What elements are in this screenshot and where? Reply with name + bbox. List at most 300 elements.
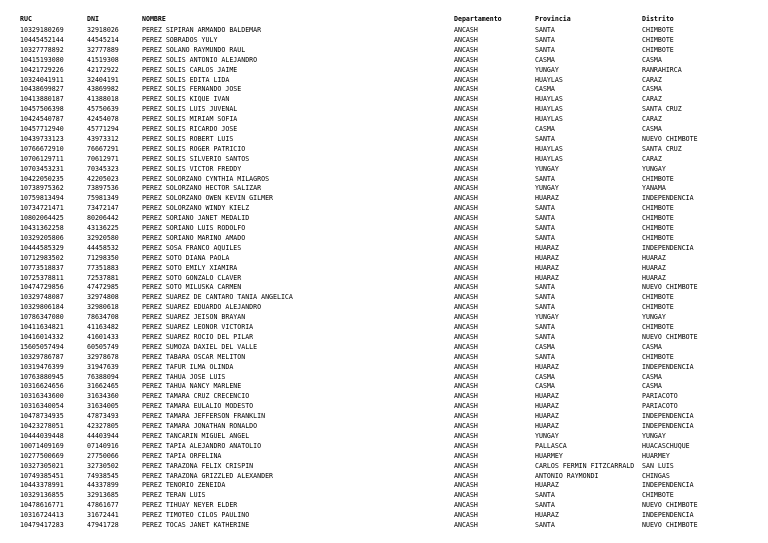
cell-provincia: PALLASCA: [535, 441, 567, 450]
cell-departamento: ANCASH: [454, 362, 478, 371]
cell-ruc: 10444039448: [20, 431, 64, 440]
cell-distrito: NUEVO CHIMBOTE: [642, 501, 698, 510]
cell-provincia: HUARAZ: [535, 402, 559, 411]
cell-distrito: INDEPENDENCIA: [642, 481, 694, 490]
table-row: [0, 520, 768, 530]
cell-provincia: HUARAZ: [535, 273, 559, 282]
cell-provincia: SANTA: [535, 352, 555, 361]
cell-distrito: CHIMBOTE: [642, 303, 674, 312]
cell-departamento: ANCASH: [454, 174, 478, 183]
cell-distrito: SAN LUIS: [642, 461, 674, 470]
table-row: [0, 372, 768, 382]
cell-departamento: ANCASH: [454, 431, 478, 440]
cell-dni: 70612971: [87, 154, 119, 163]
cell-nombre: PEREZ SORIANO MARINO AMADO: [142, 233, 246, 242]
cell-departamento: ANCASH: [454, 45, 478, 54]
cell-nombre: PEREZ TOCAS JANET KATHERINE: [142, 521, 250, 529]
cell-distrito: YUNGAY: [642, 313, 666, 322]
cell-provincia: YUNGAY: [535, 431, 559, 440]
cell-distrito: CHIMBOTE: [642, 352, 674, 361]
cell-nombre: PEREZ SUAREZ JEISON BRAYAN: [142, 313, 246, 322]
cell-provincia: SANTA: [535, 501, 555, 510]
cell-nombre: PEREZ SOLIS FERNANDO JOSE: [142, 85, 242, 94]
cell-ruc: 10316343600: [20, 392, 64, 401]
cell-departamento: ANCASH: [454, 154, 478, 163]
cell-nombre: PEREZ TAHUA NANCY MARLENE: [142, 382, 242, 391]
cell-nombre: PEREZ SOLIS LUIS JUVENAL: [142, 105, 238, 114]
cell-distrito: HUARAZ: [642, 253, 666, 262]
cell-ruc: 10277500669: [20, 451, 64, 460]
cell-nombre: PEREZ SOLIS ANTONIO ALEJANDRO: [142, 55, 258, 64]
cell-distrito: PARIACOTO: [642, 392, 678, 401]
cell-provincia: SANTA: [535, 134, 555, 143]
table-row: [0, 183, 768, 193]
cell-departamento: ANCASH: [454, 441, 478, 450]
cell-nombre: PEREZ SUMOZA DAXIEL DEL VALLE: [142, 342, 258, 351]
cell-dni: 47861677: [87, 501, 119, 510]
table-row: [0, 75, 768, 85]
cell-distrito: CASMA: [642, 85, 662, 94]
cell-provincia: CASMA: [535, 372, 555, 381]
cell-provincia: ANTONIO RAYMONDI: [535, 471, 599, 480]
cell-provincia: SANTA: [535, 521, 555, 529]
cell-dni: 31634360: [87, 392, 119, 401]
cell-ruc: 10416014332: [20, 332, 64, 341]
cell-dni: 72537881: [87, 273, 119, 282]
cell-dni: 45750639: [87, 105, 119, 114]
cell-ruc: 10786347080: [20, 313, 64, 322]
table-row: [0, 510, 768, 520]
cell-dni: 44403944: [87, 431, 119, 440]
cell-dni: 71298350: [87, 253, 119, 262]
cell-dni: 73472147: [87, 204, 119, 213]
cell-dni: 44458532: [87, 243, 119, 252]
cell-nombre: PEREZ SIPIRAN ARMANDO BALDEMAR: [142, 26, 262, 34]
cell-provincia: HUAYLAS: [535, 75, 563, 84]
table-row: [0, 292, 768, 302]
cell-nombre: PEREZ SOLORZANO WINDY KIELZ: [142, 204, 250, 213]
cell-distrito: SANTA CRUZ: [642, 105, 682, 114]
cell-provincia: HUARAZ: [535, 392, 559, 401]
cell-ruc: 10421729226: [20, 65, 64, 74]
cell-departamento: ANCASH: [454, 55, 478, 64]
cell-dni: 41601433: [87, 332, 119, 341]
table-row: [0, 233, 768, 243]
cell-dni: 43973312: [87, 134, 119, 143]
cell-ruc: 10734721471: [20, 204, 64, 213]
table-row: [0, 431, 768, 441]
cell-nombre: PEREZ SOLIS MIRIAM SOFIA: [142, 115, 238, 124]
header-departamento: Departamento: [454, 15, 502, 23]
cell-ruc: 15605057494: [20, 342, 64, 351]
cell-distrito: HUARAZ: [642, 273, 666, 282]
cell-dni: 76667291: [87, 144, 119, 153]
cell-distrito: CARAZ: [642, 115, 662, 124]
cell-ruc: 10422050235: [20, 174, 64, 183]
table-row: [0, 203, 768, 213]
cell-departamento: ANCASH: [454, 521, 478, 529]
cell-departamento: ANCASH: [454, 224, 478, 232]
cell-dni: 44337899: [87, 481, 119, 490]
cell-distrito: CARAZ: [642, 95, 662, 104]
cell-provincia: YUNGAY: [535, 65, 559, 74]
cell-distrito: INDEPENDENCIA: [642, 412, 694, 421]
cell-ruc: 10316340054: [20, 402, 64, 411]
cell-departamento: ANCASH: [454, 214, 478, 223]
cell-departamento: ANCASH: [454, 95, 478, 104]
cell-ruc: 10327305021: [20, 461, 64, 470]
cell-provincia: SANTA: [535, 45, 555, 54]
cell-nombre: PEREZ SOLIS EDITA LIDA: [142, 75, 230, 84]
cell-ruc: 10319476399: [20, 362, 64, 371]
cell-nombre: PEREZ TANCARIN MIGUEL ANGEL: [142, 431, 250, 440]
cell-nombre: PEREZ SOLIS ROGER PATRICIO: [142, 144, 246, 153]
cell-ruc: 10766672910: [20, 144, 64, 153]
table-row: [0, 302, 768, 312]
cell-provincia: SANTA: [535, 35, 555, 44]
cell-distrito: CHIMBOTE: [642, 214, 674, 223]
cell-distrito: CARAZ: [642, 75, 662, 84]
cell-nombre: PEREZ SOSA FRANCO AQUILES: [142, 243, 242, 252]
cell-provincia: SANTA: [535, 224, 555, 232]
header-dni: DNI: [87, 15, 99, 23]
cell-ruc: 10706129711: [20, 154, 64, 163]
cell-departamento: ANCASH: [454, 243, 478, 252]
cell-distrito: INDEPENDENCIA: [642, 243, 694, 252]
cell-distrito: YANAMA: [642, 184, 666, 193]
cell-provincia: HUARMEY: [535, 451, 563, 460]
table-row: [0, 282, 768, 292]
cell-distrito: YUNGAY: [642, 431, 666, 440]
cell-departamento: ANCASH: [454, 204, 478, 213]
cell-ruc: 10443378991: [20, 481, 64, 490]
cell-ruc: 10071409169: [20, 441, 64, 450]
cell-ruc: 10415193080: [20, 55, 64, 64]
cell-nombre: PEREZ SOTO EMILY XIAMIRA: [142, 263, 238, 272]
table-row: [0, 480, 768, 490]
table-row: [0, 84, 768, 94]
table-row: [0, 213, 768, 223]
cell-distrito: CHIMBOTE: [642, 174, 674, 183]
cell-ruc: 10444585329: [20, 243, 64, 252]
cell-provincia: HUAYLAS: [535, 115, 563, 124]
cell-departamento: ANCASH: [454, 511, 478, 520]
table-row: [0, 391, 768, 401]
cell-nombre: PEREZ SOTO DIANA PAOLA: [142, 253, 230, 262]
cell-distrito: NUEVO CHIMBOTE: [642, 134, 698, 143]
cell-departamento: ANCASH: [454, 481, 478, 490]
cell-provincia: CASMA: [535, 382, 555, 391]
cell-departamento: ANCASH: [454, 115, 478, 124]
cell-distrito: NUEVO CHIMBOTE: [642, 332, 698, 341]
cell-departamento: ANCASH: [454, 65, 478, 74]
cell-dni: 32777889: [87, 45, 119, 54]
cell-distrito: CHIMBOTE: [642, 224, 674, 232]
cell-ruc: 10329180269: [20, 26, 64, 34]
cell-ruc: 10438699827: [20, 85, 64, 94]
cell-nombre: PEREZ SOLORZANO HECTOR SALIZAR: [142, 184, 262, 193]
cell-nombre: PEREZ SOLIS ROBERT LUIS: [142, 134, 234, 143]
cell-ruc: 10411634821: [20, 323, 64, 331]
cell-nombre: PEREZ SOLORZANO CYNTHIA MILAGROS: [142, 174, 270, 183]
cell-dni: 07140916: [87, 441, 119, 450]
cell-nombre: PEREZ SOLIS RICARDO JOSE: [142, 125, 238, 133]
cell-departamento: ANCASH: [454, 283, 478, 292]
cell-ruc: 10479417283: [20, 521, 64, 529]
cell-distrito: HUARMEY: [642, 451, 670, 460]
cell-dni: 41163482: [87, 323, 119, 331]
cell-nombre: PEREZ SOLIS CARLOS JAIME: [142, 65, 238, 74]
table-row: [0, 223, 768, 233]
cell-ruc: 10445452144: [20, 35, 64, 44]
cell-departamento: ANCASH: [454, 352, 478, 361]
cell-distrito: CHIMBOTE: [642, 491, 674, 500]
cell-ruc: 10324041911: [20, 75, 64, 84]
cell-ruc: 10474729856: [20, 283, 64, 292]
cell-dni: 32913685: [87, 491, 119, 500]
cell-departamento: ANCASH: [454, 422, 478, 430]
cell-departamento: ANCASH: [454, 35, 478, 44]
cell-provincia: CASMA: [535, 342, 555, 351]
cell-ruc: 10329748087: [20, 293, 64, 302]
cell-distrito: CHIMBOTE: [642, 323, 674, 331]
cell-departamento: ANCASH: [454, 26, 478, 34]
cell-distrito: INDEPENDENCIA: [642, 511, 694, 520]
cell-nombre: PEREZ SORIANO JANET MEDALID: [142, 214, 250, 223]
cell-distrito: CARAZ: [642, 154, 662, 163]
table-row: [0, 500, 768, 510]
cell-departamento: ANCASH: [454, 402, 478, 411]
cell-provincia: HUARAZ: [535, 511, 559, 520]
cell-provincia: CARLOS FERMIN FITZCARRALD: [535, 461, 635, 470]
cell-nombre: PEREZ TERAN LUIS: [142, 491, 206, 500]
cell-dni: 43136225: [87, 224, 119, 232]
table-row: [0, 94, 768, 104]
cell-dni: 31672441: [87, 511, 119, 520]
cell-provincia: SANTA: [535, 303, 555, 312]
cell-distrito: INDEPENDENCIA: [642, 362, 694, 371]
cell-nombre: PEREZ SOLIS SILVERIO SANTOS: [142, 154, 250, 163]
cell-departamento: ANCASH: [454, 233, 478, 242]
cell-distrito: CHIMBOTE: [642, 26, 674, 34]
cell-provincia: SANTA: [535, 204, 555, 213]
header-ruc: RUC: [20, 15, 32, 23]
cell-dni: 77351883: [87, 263, 119, 272]
cell-ruc: 10439733123: [20, 134, 64, 143]
header-distrito: Distrito: [642, 15, 674, 23]
cell-ruc: 10329806184: [20, 303, 64, 312]
cell-dni: 74938545: [87, 471, 119, 480]
cell-distrito: SANTA CRUZ: [642, 144, 682, 153]
cell-departamento: ANCASH: [454, 372, 478, 381]
cell-provincia: SANTA: [535, 233, 555, 242]
cell-ruc: 10424540787: [20, 115, 64, 124]
cell-ruc: 10413880187: [20, 95, 64, 104]
cell-ruc: 10316624656: [20, 382, 64, 391]
cell-provincia: SANTA: [535, 283, 555, 292]
cell-departamento: ANCASH: [454, 342, 478, 351]
cell-nombre: PEREZ SOLANO RAYMUNDO RAUL: [142, 45, 246, 54]
cell-departamento: ANCASH: [454, 194, 478, 203]
cell-provincia: HUARAZ: [535, 362, 559, 371]
table-row: [0, 154, 768, 164]
cell-ruc: 10329786787: [20, 352, 64, 361]
cell-departamento: ANCASH: [454, 382, 478, 391]
cell-provincia: SANTA: [535, 293, 555, 302]
cell-provincia: HUARAZ: [535, 243, 559, 252]
cell-departamento: ANCASH: [454, 134, 478, 143]
table-row: [0, 124, 768, 134]
cell-nombre: PEREZ SUAREZ ROCIO DEL PILAR: [142, 332, 254, 341]
cell-departamento: ANCASH: [454, 303, 478, 312]
cell-distrito: HUACASCHUQUE: [642, 441, 690, 450]
cell-nombre: PEREZ SORIANO LUIS RODOLFO: [142, 224, 246, 232]
cell-departamento: ANCASH: [454, 184, 478, 193]
cell-ruc: 10738975362: [20, 184, 64, 193]
table-row: [0, 461, 768, 471]
table-row: [0, 104, 768, 114]
cell-distrito: CHIMBOTE: [642, 233, 674, 242]
cell-nombre: PEREZ SOBRADOS YULY: [142, 35, 218, 44]
table-row: [0, 174, 768, 184]
cell-provincia: YUNGAY: [535, 164, 559, 173]
cell-ruc: 10763880945: [20, 372, 64, 381]
cell-ruc: 10329136855: [20, 491, 64, 500]
cell-nombre: PEREZ SUAREZ EDUARDO ALEJANDRO: [142, 303, 262, 312]
cell-distrito: INDEPENDENCIA: [642, 422, 694, 430]
table-row: [0, 490, 768, 500]
cell-nombre: PEREZ TIMOTEO CILOS PAULINO: [142, 511, 250, 520]
cell-dni: 80206442: [87, 214, 119, 223]
cell-nombre: PEREZ TAMARA JEFFERSON FRANKLIN: [142, 412, 266, 421]
cell-dni: 76388094: [87, 372, 119, 381]
cell-departamento: ANCASH: [454, 273, 478, 282]
cell-nombre: PEREZ TAHUA JOSE LUIS: [142, 372, 226, 381]
cell-dni: 78634708: [87, 313, 119, 322]
cell-dni: 73897536: [87, 184, 119, 193]
cell-dni: 42454078: [87, 115, 119, 124]
cell-dni: 41519308: [87, 55, 119, 64]
cell-provincia: SANTA: [535, 323, 555, 331]
cell-distrito: CHINGAS: [642, 471, 670, 480]
cell-distrito: CHIMBOTE: [642, 204, 674, 213]
cell-provincia: HUAYLAS: [535, 95, 563, 104]
cell-dni: 75981349: [87, 194, 119, 203]
cell-ruc: 10316724413: [20, 511, 64, 520]
cell-nombre: PEREZ TIHUAY NEYER ELDER: [142, 501, 238, 510]
cell-nombre: PEREZ TAPIA ALEJANDRO ANATOLIO: [142, 441, 262, 450]
cell-departamento: ANCASH: [454, 253, 478, 262]
cell-ruc: 10802064425: [20, 214, 64, 223]
cell-distrito: NUEVO CHIMBOTE: [642, 283, 698, 292]
cell-ruc: 10703453231: [20, 164, 64, 173]
table-row: [0, 441, 768, 451]
cell-dni: 27750066: [87, 451, 119, 460]
cell-dni: 31662465: [87, 382, 119, 391]
cell-ruc: 10749385451: [20, 471, 64, 480]
table-row: [0, 471, 768, 481]
cell-provincia: HUAYLAS: [535, 154, 563, 163]
table-row: [0, 332, 768, 342]
cell-nombre: PEREZ SOTO MILUSKA CARMEN: [142, 283, 242, 292]
cell-dni: 32980618: [87, 303, 119, 312]
cell-provincia: SANTA: [535, 174, 555, 183]
cell-dni: 32730502: [87, 461, 119, 470]
cell-distrito: CASMA: [642, 55, 662, 64]
cell-dni: 42205023: [87, 174, 119, 183]
table-row: [0, 193, 768, 203]
cell-nombre: PEREZ TAFUR ILMA OLINDA: [142, 362, 234, 371]
cell-provincia: SANTA: [535, 332, 555, 341]
cell-provincia: CASMA: [535, 125, 555, 133]
table-row: [0, 144, 768, 154]
cell-ruc: 10431362258: [20, 224, 64, 232]
cell-departamento: ANCASH: [454, 85, 478, 94]
cell-ruc: 10457506398: [20, 105, 64, 114]
table-row: [0, 381, 768, 391]
cell-distrito: NUEVO CHIMBOTE: [642, 521, 698, 529]
cell-departamento: ANCASH: [454, 313, 478, 322]
cell-distrito: CHIMBOTE: [642, 35, 674, 44]
cell-ruc: 10759813494: [20, 194, 64, 203]
cell-departamento: ANCASH: [454, 332, 478, 341]
cell-dni: 60505749: [87, 342, 119, 351]
table-row: [0, 421, 768, 431]
cell-ruc: 10329205806: [20, 233, 64, 242]
cell-nombre: PEREZ TENORIO ZENEIDA: [142, 481, 226, 490]
table-row: [0, 65, 768, 75]
table-row: [0, 55, 768, 65]
cell-provincia: CASMA: [535, 85, 555, 94]
cell-ruc: 10327778892: [20, 45, 64, 54]
table-row: [0, 35, 768, 45]
cell-nombre: PEREZ SUAREZ DE CANTARO TANIA ANGELICA: [142, 293, 293, 302]
table-row: [0, 312, 768, 322]
cell-dni: 32978678: [87, 352, 119, 361]
cell-ruc: 10457712940: [20, 125, 64, 133]
cell-departamento: ANCASH: [454, 501, 478, 510]
cell-dni: 47472985: [87, 283, 119, 292]
cell-dni: 31634005: [87, 402, 119, 411]
cell-nombre: PEREZ TAMARA CRUZ CRECENCIO: [142, 392, 250, 401]
cell-provincia: HUARAZ: [535, 422, 559, 430]
cell-distrito: CASMA: [642, 382, 662, 391]
table-row: [0, 253, 768, 263]
cell-ruc: 10725378811: [20, 273, 64, 282]
cell-departamento: ANCASH: [454, 164, 478, 173]
cell-departamento: ANCASH: [454, 412, 478, 421]
table-row: [0, 263, 768, 273]
header-nombre: NOMBRE: [142, 15, 166, 23]
cell-distrito: CASMA: [642, 342, 662, 351]
cell-departamento: ANCASH: [454, 75, 478, 84]
cell-departamento: ANCASH: [454, 461, 478, 470]
table-row: [0, 134, 768, 144]
cell-nombre: PEREZ SOTO GONZALO CLAVER: [142, 273, 242, 282]
cell-provincia: HUARAZ: [535, 263, 559, 272]
cell-provincia: HUARAZ: [535, 481, 559, 490]
header-provincia: Provincia: [535, 15, 571, 23]
cell-dni: 41388018: [87, 95, 119, 104]
cell-nombre: PEREZ TABARA OSCAR MELITON: [142, 352, 246, 361]
cell-dni: 32974808: [87, 293, 119, 302]
cell-dni: 47941728: [87, 521, 119, 529]
cell-distrito: CHIMBOTE: [642, 293, 674, 302]
cell-dni: 32920580: [87, 233, 119, 242]
cell-dni: 42327805: [87, 422, 119, 430]
cell-distrito: HUARAZ: [642, 263, 666, 272]
cell-departamento: ANCASH: [454, 105, 478, 114]
